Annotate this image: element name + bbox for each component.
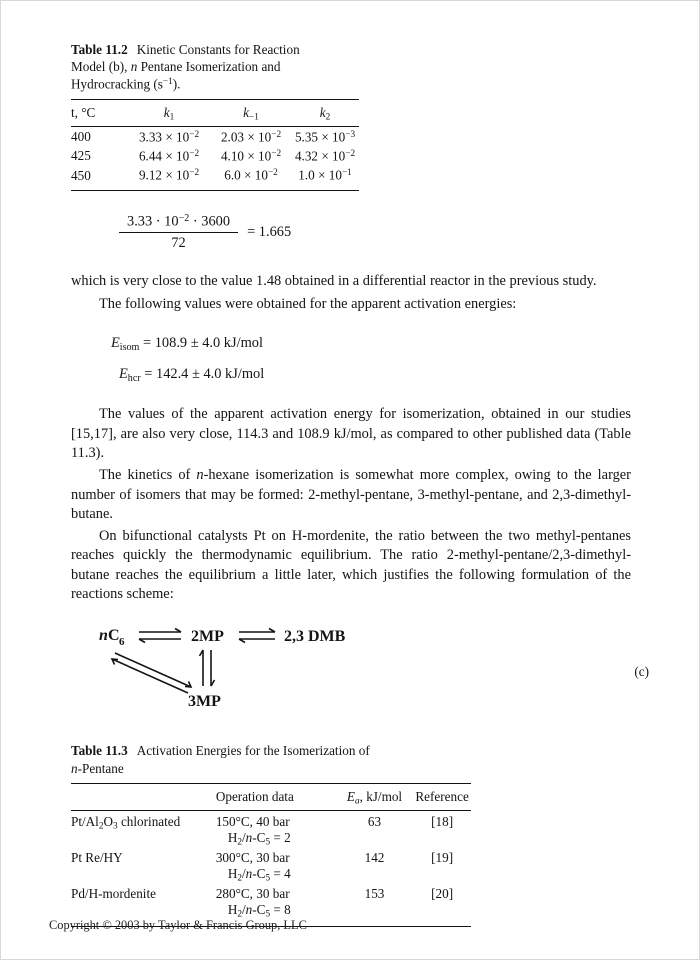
table-11-3-cell-ea: 153 — [364, 886, 385, 902]
paragraph-5: On bifunctional catalysts Pt on H-mordenite, the ratio between the two methyl-pentanes reaches quickly the thermodynamic equilibrium. The ratio 2-methyl-pentane/2,3-dimethyl-butane reaches the equilibrium a little later, which justifies the following formulation of the reactions scheme: — [71, 528, 631, 603]
table-row — [71, 848, 471, 867]
table-row-continuation — [71, 830, 471, 848]
paragraph-2: The following values were obtained for the apparent activation energies: — [99, 296, 517, 313]
table-11-2-caption-line3a: Hydrocracking (s — [71, 76, 163, 92]
fraction — [119, 213, 238, 253]
table-11-3-caption-label: Table 11.3 — [71, 743, 128, 759]
table-row — [71, 147, 359, 166]
table-11-2-cell-k2: $5.35 \times 10^{-3}$ — [294, 128, 356, 145]
paragraph-3: The values of the apparent activation energy for isomerization, obtained in our studies [15,17], are also very close, 114.3 and 108.9 kJ/mol, as compared to other published data (Table 11.3). — [71, 406, 631, 461]
table-11-2-caption-label: Table 11.2 — [71, 42, 128, 57]
table-11-2-header-k-minus-1: $k_{-1}$ — [243, 104, 259, 122]
table-11-2-header-k1: $k_1$ — [163, 104, 175, 122]
table-11-2-header-k2: $k_2$ — [319, 104, 331, 122]
scheme-node-nc6-italic: n — [99, 627, 108, 645]
table-11-3-cell-conditions: 280°C, 30 bar — [215, 886, 290, 902]
scheme-node-nc6-main: C — [108, 627, 120, 645]
table-11-3-cell-catalyst: Pt Re/HY — [71, 850, 123, 866]
table-11-2-caption-line3b: ). — [172, 76, 181, 92]
equation-e-isom: $E_{isom} = 108.9 \pm 4.0$ kJ/mol — [111, 334, 263, 353]
table-11-2-header-row — [71, 99, 359, 127]
copyright-footer: Copyright © 2003 by Taylor & Francis Group, LLC — [49, 918, 307, 932]
table-11-2-cell-k1: $6.44 \times 10^{-2}$ — [138, 148, 200, 164]
page-content — [71, 41, 649, 927]
table-11-3-caption-line2b: -Pentane — [77, 760, 124, 776]
paragraph-1: which is very close to the value 1.48 obtained in a differential reactor in the previous study. — [71, 273, 597, 290]
table-11-2-caption-line2a: Model (b), — [71, 59, 131, 75]
reaction-scheme — [71, 620, 649, 712]
table-11-3-cell-ratio: $H_2/n-C_5 = 4$ — [227, 866, 291, 883]
scheme-node-2mp: 2MP — [191, 628, 224, 646]
table-11-2-cell-k1: $3.33 \times 10^{-2}$ — [138, 128, 200, 145]
table-11-2-caption-line3-sup: −1 — [162, 76, 173, 87]
table-11-3-header-blank — [71, 783, 216, 811]
table-11-2-cell-k1: $9.12 \times 10^{-2}$ — [138, 167, 200, 183]
table-row — [71, 127, 359, 147]
table-row — [71, 811, 471, 831]
table-11-2-cell-k-minus-1: $2.03 \times 10^{-2}$ — [220, 128, 282, 145]
equilibrium-arrow-2mp-dmb — [239, 629, 275, 643]
table-11-2-cell-temp: 400 — [71, 129, 91, 145]
table-11-2-caption-line1: Kinetic Constants for Reaction — [136, 42, 300, 57]
scheme-node-dmb: 2,3 DMB — [284, 628, 346, 646]
table-11-2-caption-line2b: Pentane Isomerization and — [137, 59, 281, 75]
scheme-node-3mp: 3MP — [188, 693, 221, 711]
table-11-3-block — [71, 742, 631, 927]
table-11-2-cell-k-minus-1: $4.10 \times 10^{-2}$ — [220, 148, 282, 164]
table-11-3 — [71, 783, 471, 927]
table-11-2-caption — [71, 41, 631, 93]
table-11-3-cell-reference: [20] — [431, 886, 454, 902]
table-row — [71, 166, 359, 190]
table-11-3-header-operation-data: Operation data — [215, 788, 294, 804]
table-11-2-caption-line2-italic: n — [130, 59, 138, 75]
table-11-2-bottom-rule — [71, 190, 359, 191]
equation-label-c: (c) — [634, 664, 649, 680]
table-11-2-cell-temp: 450 — [71, 167, 91, 183]
fraction-result: = 1.665 — [247, 223, 292, 240]
table-row — [71, 884, 471, 903]
table-11-2-header-temp: t, °C — [71, 104, 96, 120]
table-row-continuation — [71, 866, 471, 884]
table-11-3-caption — [71, 742, 631, 776]
table-11-2-cell-k2: $1.0 \times 10^{-1}$ — [298, 167, 352, 183]
table-11-2-block — [71, 41, 631, 191]
table-11-3-caption-line1: Activation Energies for the Isomerization of — [136, 743, 370, 759]
table-11-3-cell-conditions: 150°C, 40 bar — [215, 813, 290, 829]
fraction-equation — [119, 213, 631, 253]
table-11-3-cell-ratio: $H_2/n-C_5 = 8$ — [227, 902, 291, 920]
table-11-3-cell-reference: [18] — [431, 813, 454, 829]
table-11-2-cell-k-minus-1: $6.0 \times 10^{-2}$ — [224, 167, 278, 183]
table-11-3-header-reference: Reference — [415, 788, 469, 804]
table-11-2 — [71, 99, 359, 191]
table-11-3-cell-ea: 63 — [367, 813, 382, 829]
table-11-2-cell-k2: $4.32 \times 10^{-2}$ — [294, 148, 356, 164]
table-11-3-cell-conditions: 300°C, 30 bar — [215, 850, 290, 866]
table-11-3-cell-ea: 142 — [364, 850, 385, 866]
fraction-numerator: $3.33 \cdot 10^{-2} \cdot 3600$ — [127, 212, 231, 230]
table-11-2-cell-temp: 425 — [71, 148, 91, 164]
reaction-scheme-diagram — [99, 620, 429, 712]
equation-e-hcr: $E_{hcr} = 142.4 \pm 4.0$ kJ/mol — [119, 365, 265, 384]
scheme-node-nc6-sub: 6 — [119, 636, 125, 649]
paragraph-4: The kinetics of n-hexane isomerization is somewhat more complex, owing to the larger number of isomers that may be formed: 2-methyl-pentane, 3-methyl-pentane, and 2,3-dimethyl-butane. — [71, 467, 631, 522]
activation-energy-equations — [71, 335, 631, 384]
table-11-3-cell-catalyst: Pd/H-mordenite — [71, 886, 156, 902]
table-11-3-header-ea: $E_a$, kJ/mol — [346, 788, 403, 806]
table-11-3-cell-ratio: $H_2/n-C_5 = 2$ — [227, 830, 291, 847]
table-11-3-cell-catalyst: $Pt/Al_2O_3$ chlorinated — [71, 813, 181, 831]
table-11-3-cell-reference: [19] — [431, 850, 454, 866]
table-11-3-header-row — [71, 783, 471, 811]
equilibrium-arrow-2mp-3mp — [200, 650, 215, 686]
equilibrium-arrow-nc6-2mp — [139, 629, 181, 643]
equilibrium-arrow-nc6-3mp — [112, 653, 191, 693]
table-11-3-caption-line2-italic: n — [71, 760, 78, 776]
fraction-denominator: 72 — [171, 235, 186, 252]
